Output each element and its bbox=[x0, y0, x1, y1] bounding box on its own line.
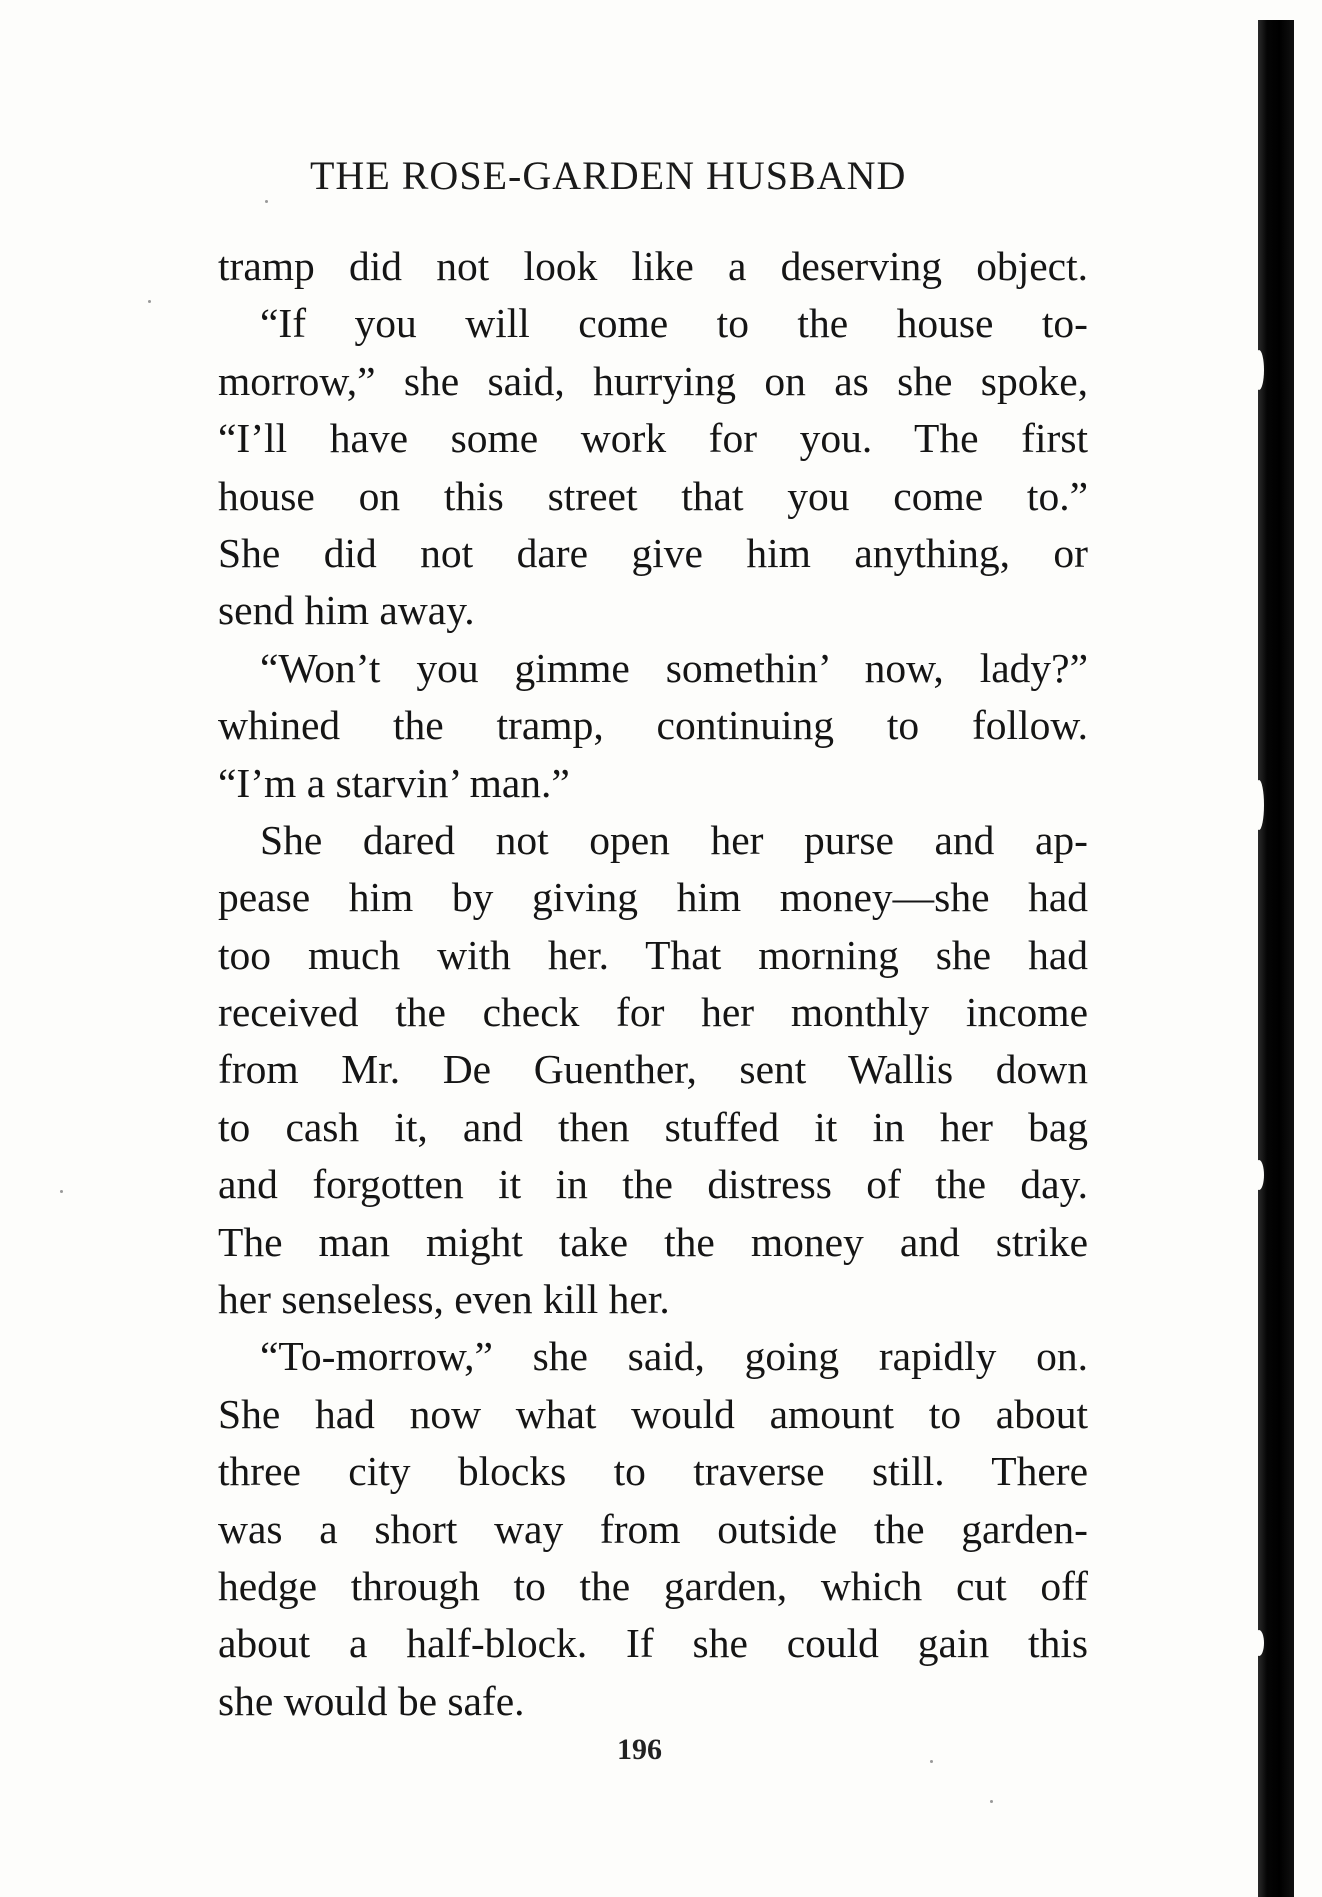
binding-notch bbox=[1254, 1630, 1264, 1656]
text-line: hedge through to the garden, which cut off bbox=[218, 1562, 1088, 1609]
text-line: “I’m a starvin’ man.” bbox=[218, 759, 570, 806]
text-line: to cash it, and then stuffed it in her bag bbox=[218, 1103, 1088, 1150]
text-line: She dared not open her purse and ap- bbox=[260, 816, 1088, 863]
text-line: too much with her. That morning she had bbox=[218, 931, 1088, 978]
binding-notch bbox=[1254, 1160, 1264, 1190]
body-text bbox=[218, 238, 1088, 1730]
binding-notch bbox=[1254, 780, 1264, 830]
binding-notch bbox=[1254, 350, 1264, 390]
text-line: pease him by giving him money—she had bbox=[218, 874, 1088, 921]
text-line: “If you will come to the house to- bbox=[260, 300, 1088, 347]
text-line: “To-morrow,” she said, going rapidly on. bbox=[260, 1333, 1088, 1380]
text-line: from Mr. De Guenther, sent Wallis down bbox=[218, 1046, 1088, 1093]
text-line: send him away. bbox=[218, 587, 475, 634]
text-line: was a short way from outside the garden- bbox=[218, 1505, 1088, 1552]
text-line: house on this street that you come to.” bbox=[218, 472, 1088, 519]
text-line: she would be safe. bbox=[218, 1677, 525, 1724]
paper-speck bbox=[60, 1190, 63, 1193]
text-line: received the check for her monthly income bbox=[218, 989, 1088, 1036]
text-line: “Won’t you gimme somethin’ now, lady?” bbox=[260, 644, 1088, 691]
text-line: and forgotten it in the distress of the day. bbox=[218, 1161, 1088, 1208]
page-number: 196 bbox=[617, 1733, 662, 1766]
text-line: tramp did not look like a deserving object. bbox=[218, 243, 1088, 289]
text-line: She did not dare give him anything, or bbox=[218, 529, 1088, 576]
text-line: three city blocks to traverse still. There bbox=[218, 1448, 1088, 1495]
paper-speck bbox=[930, 1760, 933, 1763]
text-line: morrow,” she said, hurrying on as she spoke, bbox=[218, 357, 1088, 404]
text-line: about a half-block. If she could gain this bbox=[218, 1620, 1088, 1667]
text-line: She had now what would amount to about bbox=[218, 1390, 1088, 1437]
text-line: her senseless, even kill her. bbox=[218, 1276, 670, 1323]
binding-shadow bbox=[1258, 20, 1294, 1897]
paper-speck bbox=[148, 300, 151, 303]
running-head: THE ROSE-GARDEN HUSBAND bbox=[310, 153, 907, 198]
text-line: “I’ll have some work for you. The first bbox=[218, 415, 1088, 462]
text-line: whined the tramp, continuing to follow. bbox=[218, 702, 1088, 749]
paper-speck bbox=[990, 1800, 993, 1803]
text-line: The man might take the money and strike bbox=[218, 1218, 1088, 1265]
paper-speck bbox=[265, 200, 268, 203]
